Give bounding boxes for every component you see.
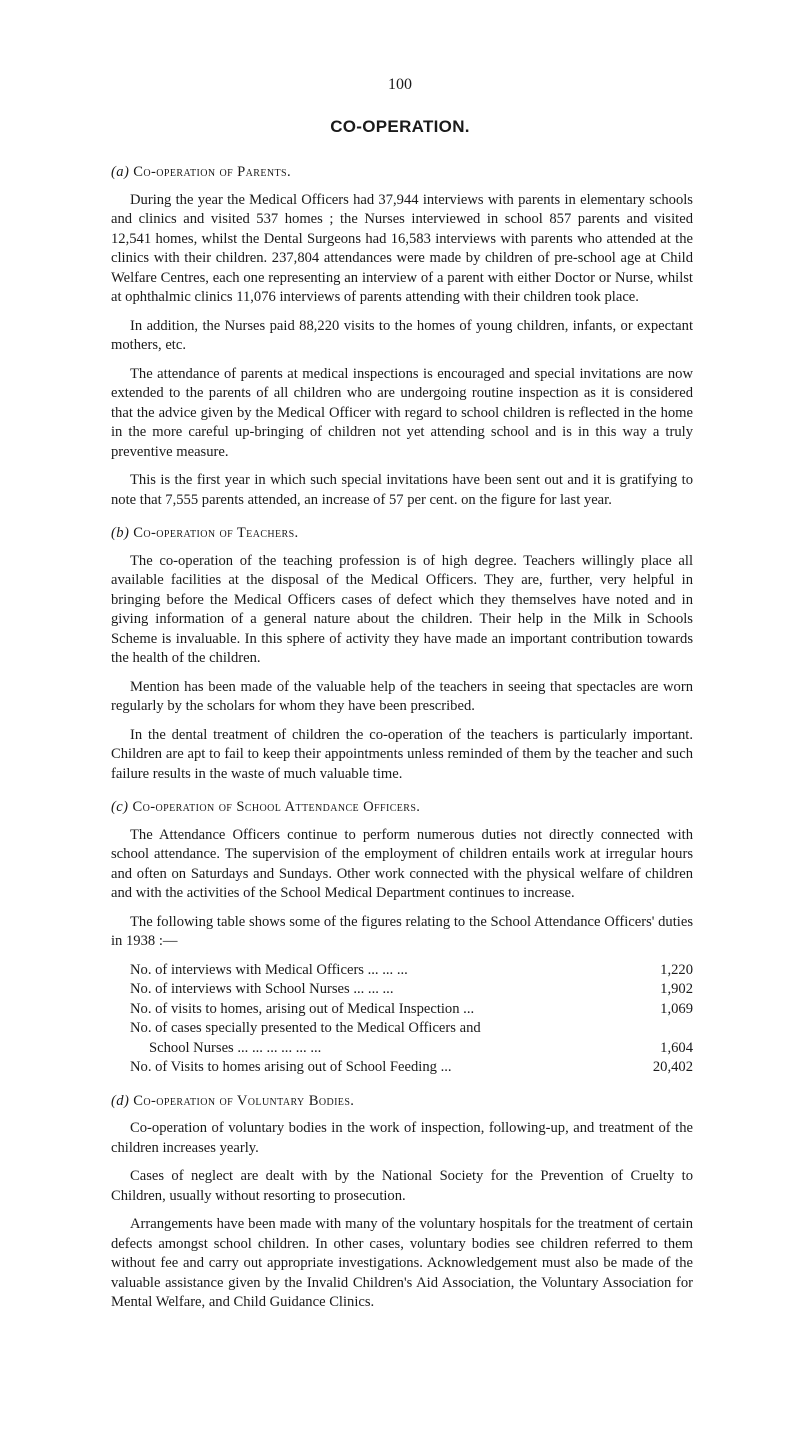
stat-label: No. of visits to homes, arising out of Medical Inspection ... xyxy=(130,1000,475,1017)
paragraph: In addition, the Nurses paid 88,220 visits to the homes of young children, infants, or expectant mothers, etc. xyxy=(111,317,693,353)
stat-value: 1,902 xyxy=(660,981,693,997)
section-label: (c) xyxy=(111,799,129,815)
stats-row xyxy=(111,1019,693,1039)
page-title: CO-OPERATION. xyxy=(330,117,470,136)
section-co-operation-of-attendance-officers xyxy=(111,798,693,1078)
stats-row xyxy=(111,1058,693,1078)
section-title: Co-operation of Teachers. xyxy=(133,525,299,541)
section-title: Co-operation of Voluntary Bodies. xyxy=(133,1092,355,1109)
paragraph: Co-operation of voluntary bodies in the work of inspection, following-up, and treatment of the children increases yearly. xyxy=(111,1120,693,1156)
paragraph: Arrangements have been made with many of the voluntary hospitals for the treatment of certain defects amongst school children. In other cases, voluntary bodies see children referred to them without fee and carry out appropriate investigations. Acknowledgement must also be made of the valuable assistance given by the Invalid Children's Aid Association, the Voluntary Association for Mental Welfare, and Child Guidance Clinics. xyxy=(111,1216,693,1310)
section-co-operation-of-parents xyxy=(111,163,693,510)
stat-label: No. of interviews with School Nurses ... ... ... xyxy=(130,981,394,997)
section-heading xyxy=(111,798,693,818)
document-body xyxy=(111,163,693,1327)
paragraph: The following table shows some of the figures relating to the School Attendance Officers' duties in 1938 :— xyxy=(111,913,693,949)
stat-value: 1,604 xyxy=(660,1039,693,1056)
section-title: Co-operation of Parents. xyxy=(133,164,291,180)
paragraph: Mention has been made of the valuable help of the teachers in seeing that spectacles are worn regularly by the scholars for whom they have been prescribed. xyxy=(111,678,693,714)
paragraph: In the dental treatment of children the co-operation of the teachers is particularly important. Children are apt to fail to keep their appointments unless reminded of them by the teacher and such failure results in the waste of much valuable time. xyxy=(111,726,693,782)
stats-row xyxy=(111,1000,693,1020)
stat-label: No. of Visits to homes arising out of School Feeding ... xyxy=(130,1059,452,1075)
stat-value: 1,069 xyxy=(660,1000,693,1017)
attendance-officer-stats-table xyxy=(111,961,693,1078)
stat-value: 1,220 xyxy=(660,961,693,978)
section-heading xyxy=(111,524,693,544)
stats-row xyxy=(111,961,693,981)
stat-value xyxy=(633,1019,693,1039)
stat-label: School Nurses ... ... ... ... ... ... xyxy=(149,1039,322,1056)
section-co-operation-of-teachers xyxy=(111,524,693,784)
stat-label: No. of interviews with Medical Officers ... ... ... xyxy=(130,961,408,978)
paragraph: During the year the Medical Officers had 37,944 interviews with parents in elementary schools and clinics and visited 537 homes ; the Nurses interviewed in school 857 parents and visited 12,541 homes, whilst the Dental Surgeons had 16,583 interviews with parents who attended at the clinics with their children. 237,804 attendances were made by children of pre-school age at Child Welfare Centres, each one representing an interview of a parent with either Doctor or Nurse, whilst at ophthalmic clinics 11,076 interviews of parents attending with their children took place. xyxy=(111,191,693,305)
paragraph: The attendance of parents at medical inspections is encouraged and special invitations are now extended to the parents of all children who are undergoing routine inspection as it is considered that the advice given by the Medical Officer with regard to school children is reflected in the home in the more careful up-bringing of children not yet attending school and is in this way a truly preventive measure. xyxy=(111,365,693,460)
section-heading xyxy=(111,163,693,183)
paragraph: Cases of neglect are dealt with by the National Society for the Prevention of Cruelty to Children, usually without resorting to prosecution. xyxy=(111,1168,693,1204)
stat-value: 20,402 xyxy=(652,1059,693,1075)
stats-row xyxy=(111,1039,693,1059)
section-co-operation-of-voluntary-bodies xyxy=(111,1092,693,1313)
stats-row xyxy=(111,980,693,1000)
section-title: Co-operation of School Attendance Officers. xyxy=(132,799,421,815)
paragraph: The co-operation of the teaching profession is of high degree. Teachers willingly place all available facilities at the disposal of the Medical Officers. They are, further, very helpful in bringing before the Medical Officers cases of defect which they themselves have noted and in giving information of a general nature about the children. Their help in the Milk in Schools Scheme is invaluable. In this sphere of activity they have made an important contribution towards the health of the children. xyxy=(111,552,693,666)
section-label: (b) xyxy=(111,525,130,541)
section-label: (a) xyxy=(111,164,130,180)
paragraph: The Attendance Officers continue to perform numerous duties not directly connected with school attendance. The supervision of the employment of children entails work at irregular hours and often on Saturdays and Sundays. Other work connected with the physical welfare of children and with the activities of the School Medical Department continues to increase. xyxy=(111,826,693,901)
stat-label: No. of cases specially presented to the Medical Officers and xyxy=(130,1020,481,1036)
section-heading xyxy=(111,1092,693,1112)
page-number: 100 xyxy=(388,76,412,93)
section-label: (d) xyxy=(111,1092,130,1109)
paragraph: This is the first year in which such special invitations have been sent out and it is gratifying to note that 7,555 parents attended, an increase of 57 per cent. on the figure for last year. xyxy=(111,472,693,508)
